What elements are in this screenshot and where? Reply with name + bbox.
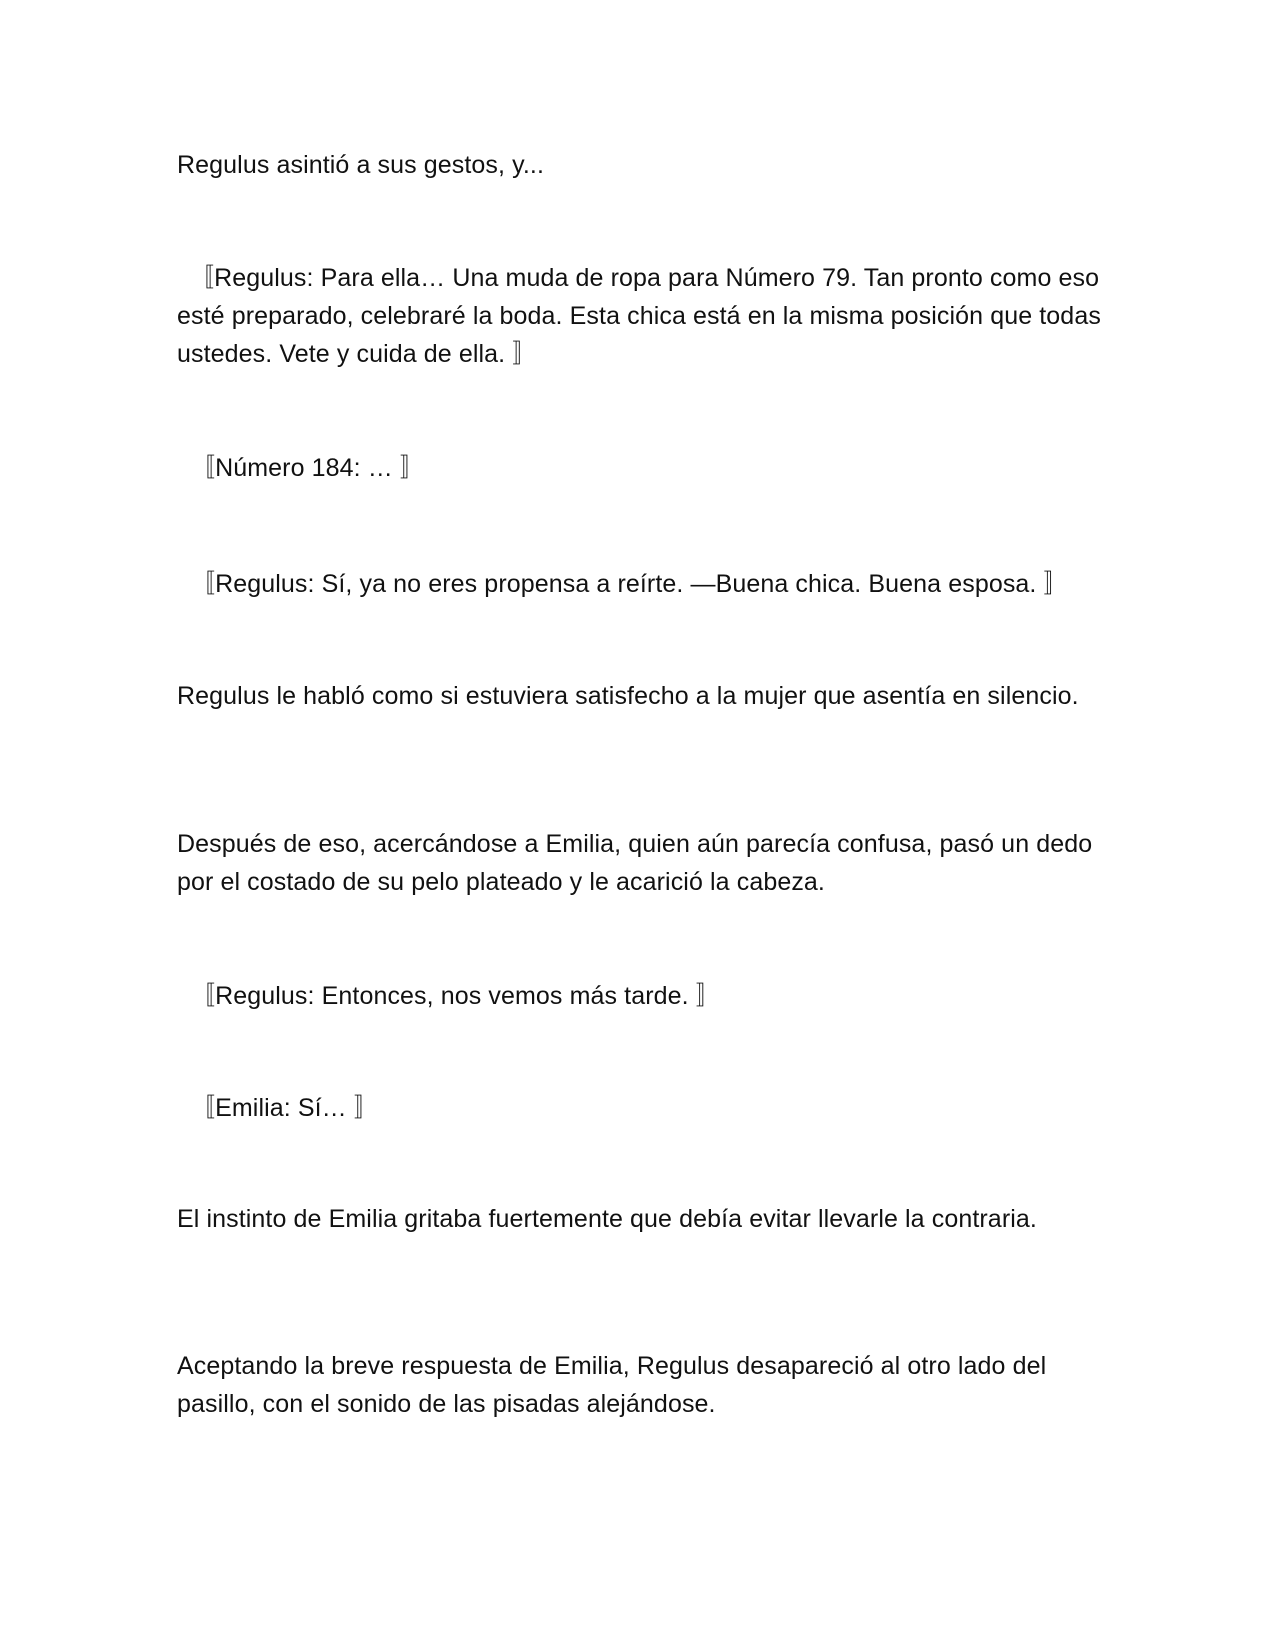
paragraph-dialogue: 〚Regulus: Para ella… Una muda de ropa para Número 79. Tan pronto como eso esté preparado, celebraré la boda. Esta chica está en la misma posición que todas ustedes. Vete y cuida de ella. 〛 <box>177 264 1101 368</box>
paragraph-dialogue: 〚Regulus: Entonces, nos vemos más tarde. 〛 <box>190 982 721 1010</box>
paragraph-narration: Regulus asintió a sus gestos, y... <box>177 151 545 179</box>
paragraph-dialogue: 〚Regulus: Sí, ya no eres propensa a reírte. —Buena chica. Buena esposa. 〛 <box>190 570 1069 598</box>
paragraph-dialogue: 〚Emilia: Sí… 〛 <box>190 1094 379 1122</box>
paragraph-narration: Regulus le habló como si estuviera satisfecho a la mujer que asentía en silencio. <box>177 682 1079 710</box>
paragraph-narration: Aceptando la breve respuesta de Emilia, Regulus desapareció al otro lado del pasillo, con el sonido de las pisadas alejándose. <box>177 1352 1047 1418</box>
paragraph-dialogue: 〚Número 184: … 〛 <box>190 454 426 482</box>
paragraph-narration: Después de eso, acercándose a Emilia, quien aún parecía confusa, pasó un dedo por el costado de su pelo plateado y le acarició la cabeza. <box>177 830 1093 896</box>
paragraph-narration: El instinto de Emilia gritaba fuertemente que debía evitar llevarle la contraria. <box>177 1205 1037 1233</box>
